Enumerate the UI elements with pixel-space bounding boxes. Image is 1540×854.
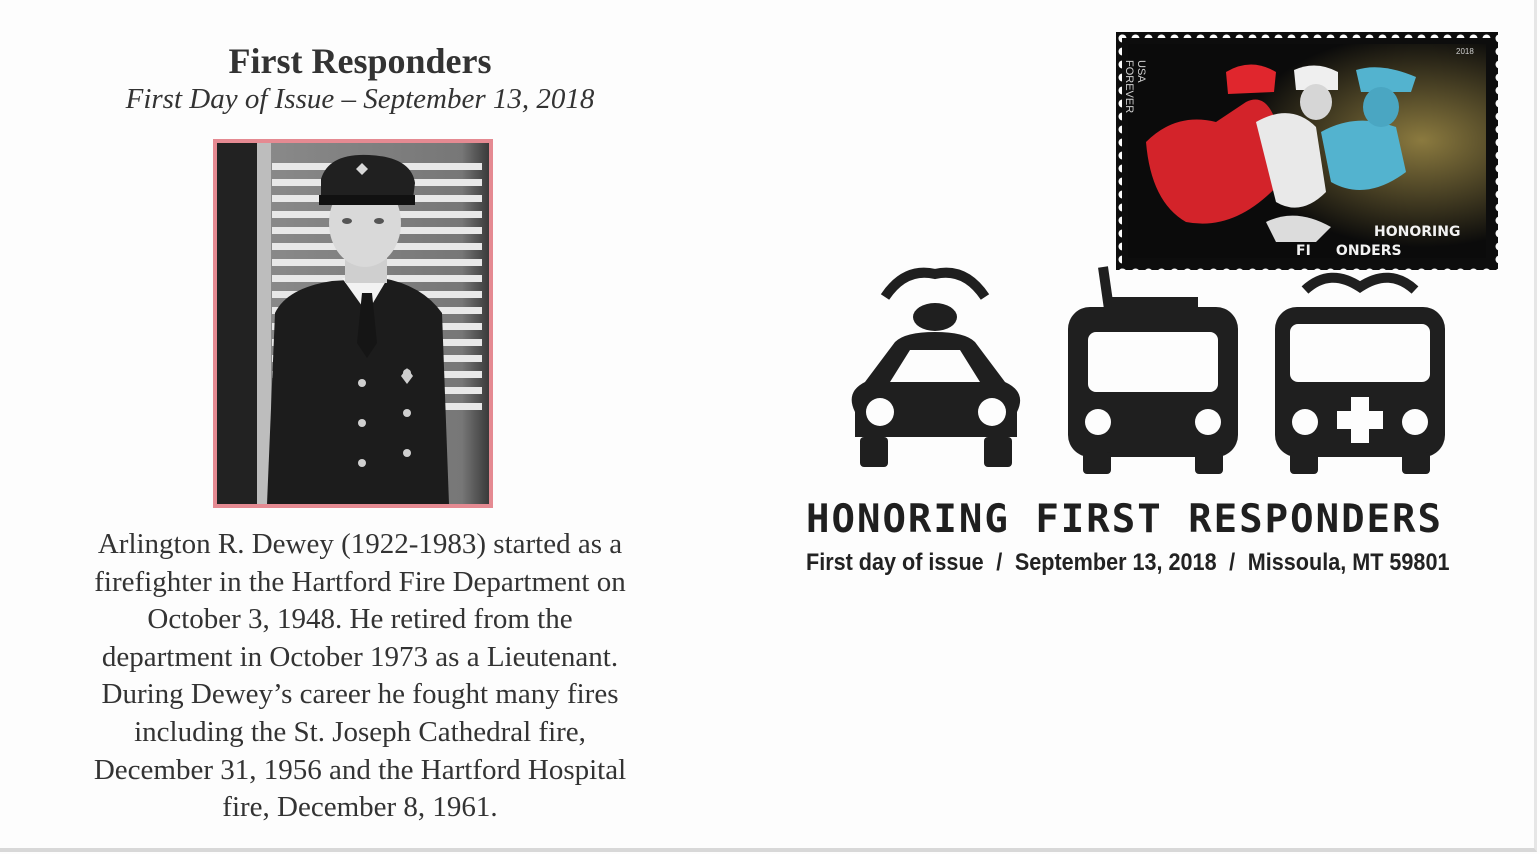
biography-text bbox=[40, 526, 680, 827]
bio-line: During Dewey’s career he fought many fires bbox=[101, 678, 619, 711]
cancel-first-day: First day of issue bbox=[806, 549, 984, 576]
bio-line: December 31, 1956 and the Hartford Hospital bbox=[93, 753, 627, 786]
cancel-separator: / bbox=[1229, 549, 1236, 576]
ambulance-icon bbox=[1275, 278, 1445, 474]
stamp-year: 2018 bbox=[1456, 47, 1474, 56]
page-subtitle: First Day of Issue – September 13, 2018 bbox=[125, 83, 595, 115]
bio-line: fire, December 8, 1961. bbox=[222, 791, 498, 824]
cancel-location: Missoula, MT 59801 bbox=[1247, 549, 1450, 576]
bio-line: October 3, 1948. He retired from the bbox=[147, 603, 573, 636]
bio-line: department in October 1973 as a Lieutenant. bbox=[101, 640, 619, 673]
cancel-date: September 13, 2018 bbox=[1014, 549, 1217, 576]
bio-line: including the St. Joseph Cathedral fire, bbox=[134, 715, 586, 748]
stamp-caption-line1: HONORING bbox=[1374, 224, 1461, 240]
fire-truck-icon bbox=[1068, 267, 1238, 474]
police-car-icon bbox=[852, 273, 1020, 467]
cancellation-details bbox=[806, 549, 1450, 577]
stamp-country: USA bbox=[1135, 60, 1147, 83]
postage-stamp bbox=[1116, 32, 1498, 270]
portrait-photo bbox=[213, 139, 493, 508]
page-title: First Responders bbox=[228, 41, 492, 81]
bio-line: Arlington R. Dewey (1922-1983) started as a bbox=[97, 528, 623, 560]
stamp-denomination: FOREVER bbox=[1123, 60, 1135, 114]
bio-line: firefighter in the Hartford Fire Department on bbox=[94, 565, 626, 598]
cancel-separator: / bbox=[996, 549, 1003, 576]
stamp-caption-line2: FI ONDERS bbox=[1296, 243, 1402, 259]
cancellation-vehicles bbox=[835, 262, 1455, 487]
cancellation-headline: HONORING FIRST RESPONDERS bbox=[806, 497, 1443, 542]
firefighter-portrait-image bbox=[217, 143, 489, 504]
